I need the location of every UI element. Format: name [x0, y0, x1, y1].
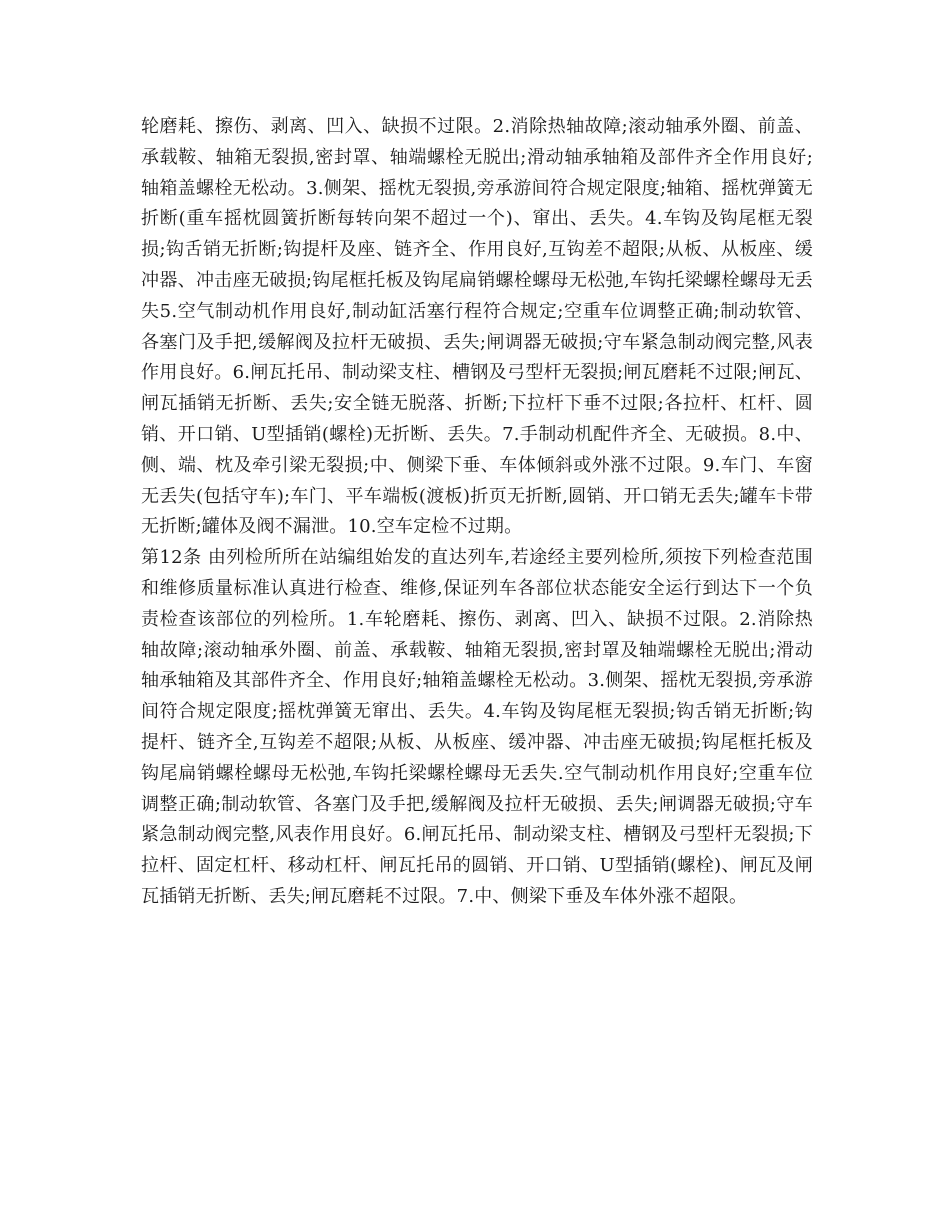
- paragraph-inspection-standards-continued: 轮磨耗、擦伤、剥离、凹入、缺损不过限。2.消除热轴故障;滚动轴承外圈、前盖、承载鞍、轴箱无裂损,密封罩、轴端螺栓无脱出;滑动轴承轴箱及部件齐全作用良好;轴箱盖螺栓无松动。3.侧架、摇枕无裂损,旁承游间符合规定限度;轴箱、摇枕弹簧无折断(重车摇枕圆簧折断每转向架不超过一个)、窜出、丢失。4.车钩及钩尾框无裂损;钩舌销无折断;钩提杆及座、链齐全、作用良好,互钩差不超限;从板、从板座、缓冲器、冲击座无破损;钩尾框托板及钩尾扁销螺栓螺母无松弛,车钩托梁螺栓螺母无丢失5.空气制动机作用良好,制动缸活塞行程符合规定;空重车位调整正确;制动软管、各塞门及手把,缓解阀及拉杆无破损、丢失;闸调器无破损;守车紧急制动阀完整,风表作用良好。6.闸瓦托吊、制动梁支柱、槽钢及弓型杆无裂损;闸瓦磨耗不过限;闸瓦、闸瓦插销无折断、丢失;安全链无脱落、折断;下拉杆下垂不过限;各拉杆、杠杆、圆销、开口销、U型插销(螺栓)无折断、丢失。7.手制动机配件齐全、无破损。8.中、侧、端、枕及牵引梁无裂损;中、侧梁下垂、车体倾斜或外涨不过限。9.车门、车窗无丢失(包括守车);车门、平车端板(渡板)折页无折断,圆销、开口销无丢失;罐车卡带无折断;罐体及阀不漏泄。10.空车定检不过期。: [141, 116, 813, 538]
- paragraph-article-12: 第12条 由列检所所在站编组始发的直达列车,若途经主要列检所,须按下列检查范围和维修质量标准认真进行检查、维修,保证列车各部位状态能安全运行到达下一个负责检查该部位的列检所。1.车轮磨耗、擦伤、剥离、凹入、缺损不过限。2.消除热轴故障;滚动轴承外圈、前盖、承载鞍、轴箱无裂损,密封罩及轴端螺栓无脱出;滑动轴承轴箱及其部件齐全、作用良好;轴箱盖螺栓无松动。3.侧架、摇枕无裂损,旁承游间符合规定限度;摇枕弹簧无窜出、丢失。4.车钩及钩尾框无裂损;钩舌销无折断;钩提杆、链齐全,互钩差不超限;从板、从板座、缓冲器、冲击座无破损;钩尾框托板及钩尾扁销螺栓螺母无松弛,车钩托梁螺栓螺母无丢失.空气制动机作用良好;空重车位调整正确;制动软管、各塞门及手把,缓解阀及拉杆无破损、丢失;闸调器无破损;守车紧急制动阀完整,风表作用良好。6.闸瓦托吊、制动梁支柱、槽钢及弓型杆无裂损;下拉杆、固定杠杆、移动杠杆、闸瓦托吊的圆销、开口销、U型插销(螺栓)、闸瓦及闸瓦插销无折断、丢失;闸瓦磨耗不过限。7.中、侧梁下垂及车体外涨不超限。: [141, 547, 813, 907]
- document-body: [141, 112, 813, 913]
